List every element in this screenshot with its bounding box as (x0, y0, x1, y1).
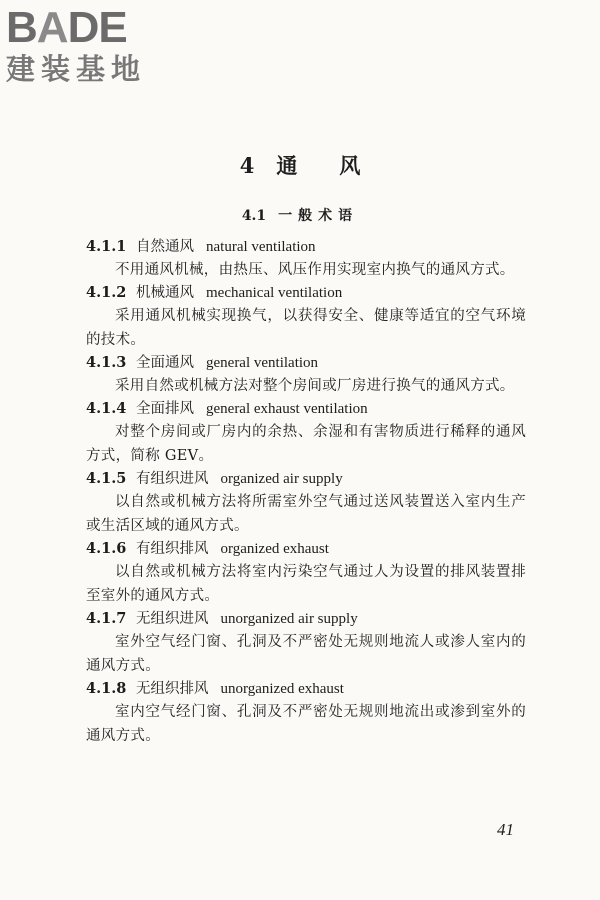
term-number: 4.1.2 (86, 284, 127, 301)
term-english: unorganized air supply (220, 611, 358, 627)
term-heading (86, 282, 526, 304)
section-number: 4.1 (241, 208, 267, 224)
term-4-1-4 (86, 398, 526, 468)
term-4-1-8 (86, 678, 526, 748)
term-definition: 以自然或机械方法将所需室外空气通过送风装置送入室内生产或生活区域的通风方式。 (86, 494, 526, 534)
term-heading (86, 608, 526, 630)
chapter-heading (0, 150, 600, 180)
term-english: unorganized exhaust (220, 681, 344, 697)
term-4-1-5 (86, 468, 526, 538)
term-number: 4.1.8 (86, 680, 127, 697)
chapter-title-2: 风 (339, 153, 361, 178)
logo-subtitle: 建装基地 (6, 52, 147, 86)
term-chinese: 有组织进风 (136, 471, 209, 487)
term-heading (86, 678, 526, 700)
term-definition: 采用通风机械实现换气，以获得安全、健康等适宜的空气环境的技术。 (86, 308, 526, 348)
term-english: organized air supply (220, 471, 343, 487)
term-heading (86, 352, 526, 374)
term-english: organized exhaust (220, 541, 329, 557)
term-number: 4.1.3 (86, 354, 127, 371)
term-definition: 以自然或机械方法将室内污染空气通过人为设置的排风装置排至室外的通风方式。 (86, 564, 526, 604)
page-number: 41 (497, 820, 514, 839)
term-4-1-7 (86, 608, 526, 678)
term-english: general ventilation (206, 355, 319, 371)
term-chinese: 全面排风 (136, 401, 194, 417)
term-number: 4.1.4 (86, 400, 127, 417)
term-english: mechanical ventilation (206, 285, 343, 301)
logo-letters-de: DE (67, 3, 127, 52)
section-heading (0, 205, 600, 225)
term-number: 4.1.1 (86, 238, 127, 255)
term-chinese: 机械通风 (136, 285, 194, 301)
term-definition: 室内空气经门窗、孔洞及不严密处无规则地流出或渗到室外的通风方式。 (86, 704, 526, 744)
term-chinese: 无组织排风 (136, 681, 209, 697)
term-number: 4.1.7 (86, 610, 127, 627)
term-4-1-6 (86, 538, 526, 608)
term-definition: 室外空气经门窗、孔洞及不严密处无规则地流人或渗人室内的通风方式。 (86, 634, 526, 674)
term-definition: 采用自然或机械方法对整个房间或厂房进行换气的通风方式。 (115, 378, 515, 394)
term-english: general exhaust ventilation (206, 401, 368, 417)
term-chinese: 全面通风 (136, 355, 194, 371)
bade-logo (6, 3, 176, 86)
logo-letter-b: B (6, 3, 37, 52)
term-number: 4.1.6 (86, 540, 127, 557)
chapter-title-1: 通 (276, 153, 298, 178)
term-chinese: 无组织进风 (136, 611, 209, 627)
section-title: 一般术语 (278, 208, 359, 224)
term-4-1-2 (86, 282, 526, 352)
term-heading (86, 468, 526, 490)
logo-letter-a: A (36, 3, 68, 52)
term-chinese: 自然通风 (136, 239, 194, 255)
term-heading (86, 398, 526, 420)
term-4-1-1 (86, 236, 526, 282)
term-definition: 对整个房间或厂房内的余热、余湿和有害物质进行稀释的通风方式，简称 GEV。 (86, 424, 526, 464)
term-definition: 不用通风机械，由热压、风压作用实现室内换气的通风方式。 (115, 262, 515, 278)
term-4-1-3 (86, 352, 526, 398)
term-list (86, 236, 526, 748)
term-heading (86, 236, 526, 258)
term-heading (86, 538, 526, 560)
chapter-number: 4 (239, 153, 255, 178)
logo-mark (6, 3, 176, 52)
term-chinese: 有组织排风 (136, 541, 209, 557)
term-number: 4.1.5 (86, 470, 127, 487)
term-english: natural ventilation (206, 239, 316, 255)
